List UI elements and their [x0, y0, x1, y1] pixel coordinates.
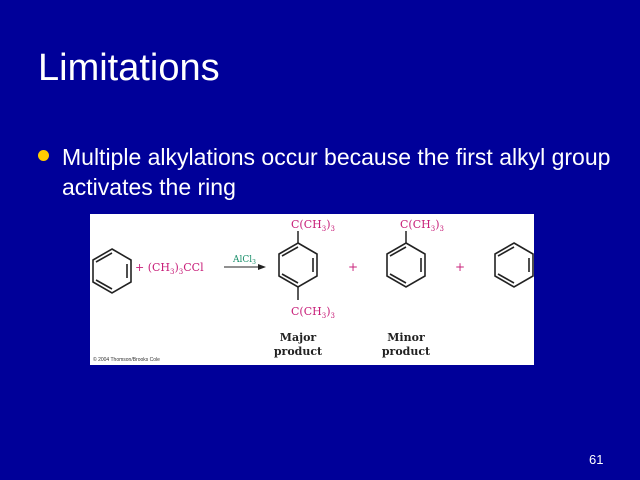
bullet-item	[38, 142, 618, 202]
bullet-point-icon	[38, 150, 49, 161]
catalyst-label: AlCl$_3$	[233, 255, 256, 266]
plus-sign-2: +	[455, 260, 466, 274]
major-label-line2: product	[273, 345, 323, 358]
bullet-text: Multiple alkylations occur because the first alkyl group activates the ring	[62, 144, 611, 200]
major-top-substituent: $C(CH_3)_3$	[291, 218, 335, 233]
minor-substituent: $C(CH_3)_3$	[400, 218, 444, 233]
reagent-formula	[135, 261, 204, 276]
minor-label-line2: product	[381, 345, 431, 358]
major-label-line1: Major	[279, 331, 317, 344]
benzene-reactant	[93, 249, 131, 293]
slide-title: Limitations	[38, 47, 220, 89]
reaction-scheme	[90, 214, 534, 365]
svg-text:+ (CH3)3CCl: + $(CH_3)_3CCl$	[135, 261, 204, 276]
page-number: 61	[589, 452, 604, 467]
major-bottom-substituent: $C(CH_3)_3$	[291, 305, 335, 320]
major-product-ring	[279, 243, 317, 287]
plus-sign-1: +	[348, 260, 359, 274]
minor-label-line1: Minor	[387, 331, 425, 344]
reaction-figure	[90, 214, 534, 365]
minor-product-ring	[387, 243, 425, 287]
benzene-unreacted	[495, 243, 533, 287]
copyright-notice: © 2004 Thomson/Brooks Cole	[93, 357, 160, 363]
